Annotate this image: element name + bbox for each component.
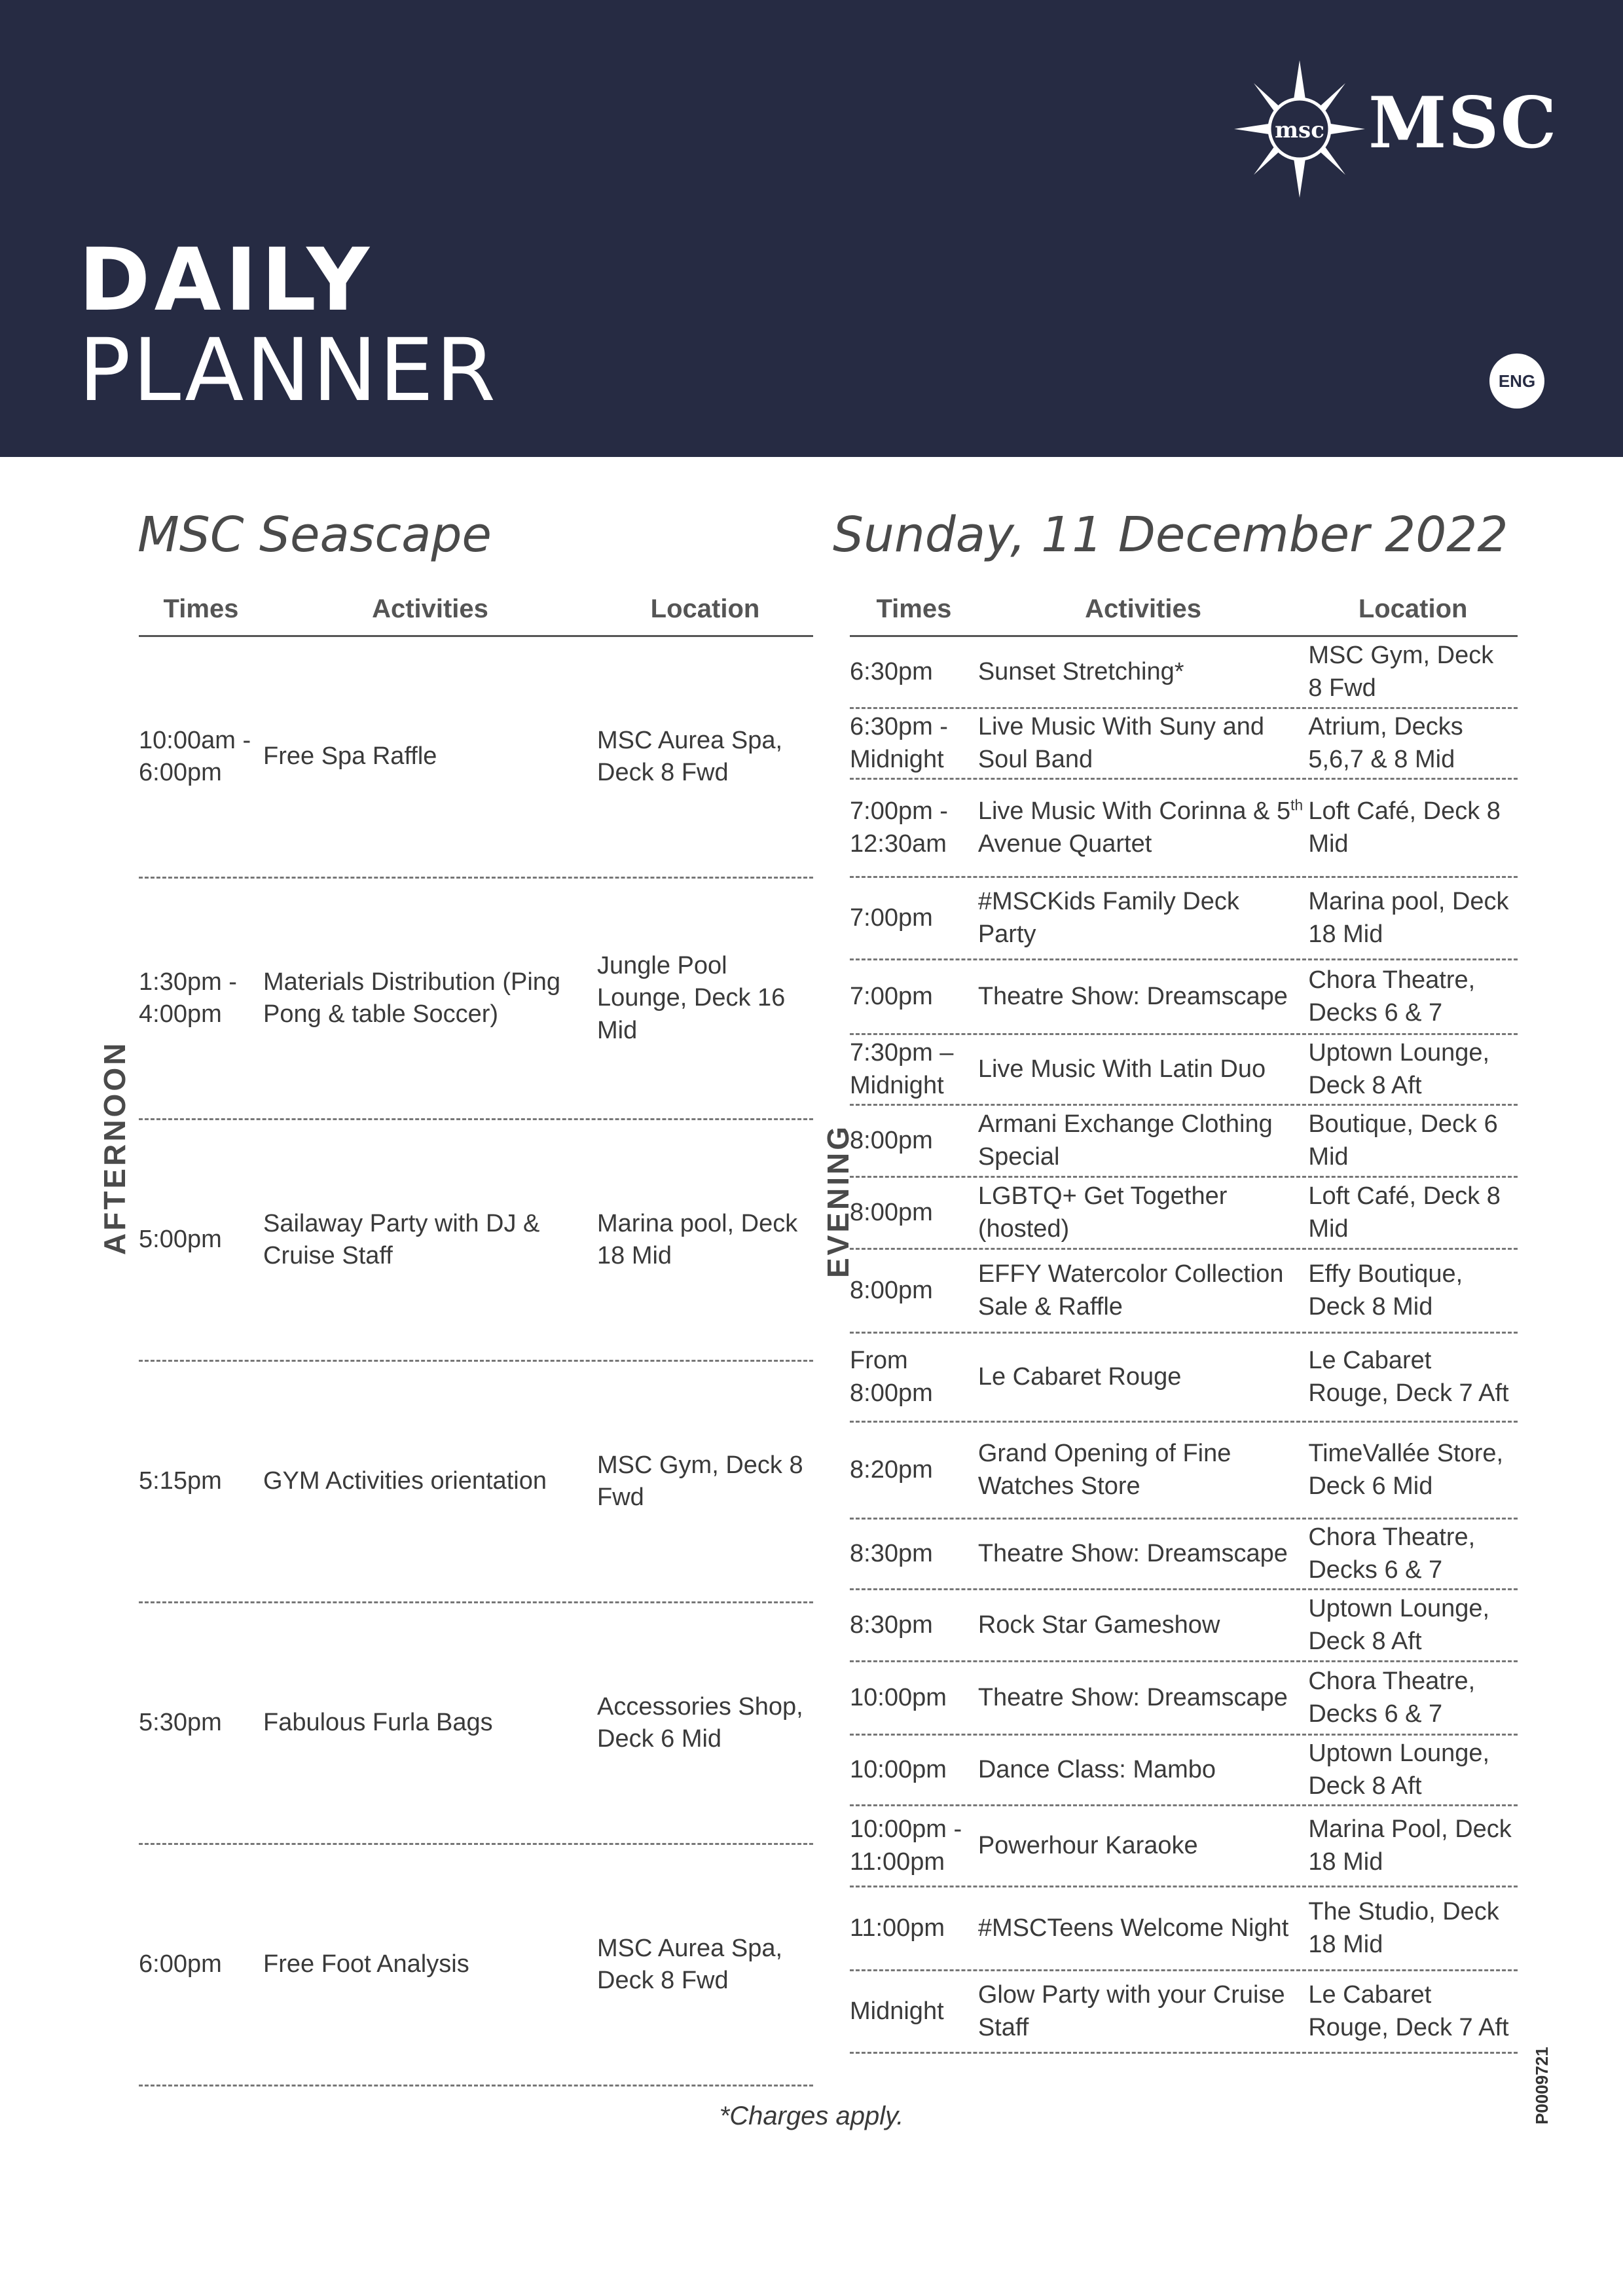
activity-location: Le Cabaret Rouge, Deck 7 Aft [1308,1347,1509,1407]
compass-rose-icon [1234,60,1365,198]
afternoon-column-headers [139,583,813,637]
activity-time: From 8:00pm [850,1347,933,1407]
activity-location: MSC Aurea Spa, Deck 8 Fwd [597,726,783,786]
activity-time: 10:00pm [850,1683,947,1711]
activity-time: 8:20pm [850,1455,933,1484]
activity-time: 10:00am - 6:00pm [139,726,251,786]
afternoon-table [139,583,813,2086]
activity-time: 5:00pm [139,1226,222,1254]
activities-header: Activities [1085,594,1201,623]
activity-location: Chora Theatre, Decks 6 & 7 [1308,1667,1476,1728]
table-row [850,1736,1518,1806]
activity-name: Le Cabaret Rouge [977,1362,1182,1391]
header-banner [0,0,1623,457]
activity-name: Dance Class: Mambo [977,1755,1216,1783]
activity-location: Loft Café, Deck 8 Mid [1308,797,1501,858]
activity-name: EFFY Watercolor Collection Sale & Raffle [977,1260,1284,1321]
evening-column-headers [850,583,1518,637]
activity-name: Live Music With Corinna & 5th Avenue Quartet [977,796,1304,858]
table-row [850,960,1518,1035]
activity-time: 7:00pm [850,903,933,932]
table-row [139,1603,813,1845]
activity-time: 7:30pm – Midnight [850,1039,954,1099]
activity-time: 6:30pm - Midnight [850,713,948,773]
activity-location: Uptown Lounge, Deck 8 Aft [1308,1595,1490,1655]
activity-location: Boutique, Deck 6 Mid [1308,1110,1498,1171]
table-row [850,637,1518,709]
activity-location: Uptown Lounge, Deck 8 Aft [1308,1039,1490,1099]
table-row [850,1423,1518,1520]
ship-name: MSC Seascape [137,507,492,563]
activity-time: 8:30pm [850,1539,933,1567]
table-row [850,1971,1518,2054]
activity-location: The Studio, Deck 18 Mid [1308,1898,1499,1958]
document-code: P0009721 [1532,2047,1552,2124]
location-header: Location [1358,594,1468,623]
table-row [850,1520,1518,1590]
activity-name: Theatre Show: Dreamscape [977,1683,1288,1711]
activity-location: MSC Gym, Deck 8 Fwd [1308,642,1494,702]
activity-location: Effy Boutique, Deck 8 Mid [1308,1260,1463,1321]
activity-name: Sunset Stretching* [977,657,1184,685]
activity-location: Marina pool, Deck 18 Mid [1308,888,1509,948]
charges-footnote: *Charges apply. [719,2102,904,2130]
activity-time: 5:30pm [139,1709,222,1737]
activity-name: Materials Distribution (Ping Pong & table Soccer) [263,968,561,1028]
table-row [850,1887,1518,1971]
table-row [850,1662,1518,1736]
activity-location: Le Cabaret Rouge, Deck 7 Aft [1308,1981,1509,2041]
activity-time: 8:30pm [850,1611,933,1639]
planner-date: Sunday, 11 December 2022 [833,507,1508,563]
activity-location: MSC Aurea Spa, Deck 8 Fwd [597,1934,783,1994]
activity-name: Theatre Show: Dreamscape [977,982,1288,1010]
table-row [850,1250,1518,1334]
afternoon-label: AFTERNOON [98,1040,132,1255]
table-row [139,637,813,879]
activity-location: Loft Café, Deck 8 Mid [1308,1182,1501,1243]
table-row [850,1035,1518,1106]
activity-name: Fabulous Furla Bags [263,1709,493,1737]
activity-name: Live Music With Latin Duo [977,1055,1266,1083]
activity-location: Chora Theatre, Decks 6 & 7 [1308,1523,1476,1584]
table-row [850,1590,1518,1662]
activity-time: 1:30pm - 4:00pm [139,968,237,1028]
activity-location: Chora Theatre, Decks 6 & 7 [1308,966,1476,1027]
activity-location: Uptown Lounge, Deck 8 Aft [1308,1740,1490,1800]
activity-location: Jungle Pool Lounge, Deck 16 Mid [597,951,786,1044]
activity-time: 11:00pm [850,1914,945,1942]
activity-name: Grand Opening of Fine Watches Store [977,1440,1231,1500]
activity-time: 5:15pm [139,1467,222,1495]
evening-label: EVENING [821,1123,855,1278]
activity-time: 10:00pm - 11:00pm [850,1815,962,1876]
activity-time: 6:30pm [850,657,933,685]
evening-table [850,583,1518,2054]
table-row [850,1334,1518,1423]
activity-location: TimeVallée Store, Deck 6 Mid [1308,1440,1504,1500]
table-row [850,1806,1518,1887]
activity-name: Glow Party with your Cruise Staff [977,1981,1285,2041]
table-row [850,878,1518,960]
table-row [139,1120,813,1362]
activities-header: Activities [372,594,488,623]
activity-time: 7:00pm [850,982,933,1010]
brand-name: MSC [1368,82,1558,164]
activity-name: LGBTQ+ Get Together (hosted) [977,1182,1228,1243]
language-badge[interactable]: ENG [1489,354,1544,409]
times-header: Times [876,594,952,623]
activity-time: 7:00pm - 12:30am [850,797,948,858]
activity-time: 8:00pm [850,1126,933,1154]
activity-location: Atrium, Decks 5,6,7 & 8 Mid [1308,713,1463,773]
activity-location: Marina pool, Deck 18 Mid [597,1209,798,1269]
table-row [850,780,1518,878]
activity-time: 6:00pm [139,1950,222,1978]
activity-location: MSC Gym, Deck 8 Fwd [597,1451,803,1511]
activity-time: Midnight [850,1997,944,2025]
activity-name: Rock Star Gameshow [977,1611,1220,1639]
table-row [139,1362,813,1603]
table-row [139,1845,813,2086]
msc-logo [1234,60,1558,198]
activity-name: #MSCKids Family Deck Party [977,888,1239,948]
table-row [850,709,1518,780]
activity-location: Accessories Shop, Deck 6 Mid [597,1692,803,1753]
times-header: Times [163,594,239,623]
activity-name: Armani Exchange Clothing Special [977,1110,1273,1171]
activity-name: GYM Activities orientation [263,1467,547,1495]
activity-name: #MSCTeens Welcome Night [977,1914,1289,1942]
page-title-line2: PLANNER [79,320,498,421]
activity-name: Sailaway Party with DJ & Cruise Staff [263,1209,540,1269]
table-row [850,1106,1518,1178]
activity-location: Marina Pool, Deck 18 Mid [1308,1815,1512,1876]
activity-name: Theatre Show: Dreamscape [977,1539,1288,1567]
activity-time: 8:00pm [850,1276,933,1304]
activity-name: Free Spa Raffle [263,742,437,771]
table-row [850,1178,1518,1250]
activity-name: Free Foot Analysis [263,1950,469,1978]
activity-name: Powerhour Karaoke [977,1831,1198,1859]
activity-name: Live Music With Suny and Soul Band [977,713,1264,773]
activity-time: 10:00pm [850,1755,947,1783]
page-title-line1: DAILY [79,230,373,331]
logo-monogram: msc [1275,117,1324,143]
location-header: Location [650,594,760,623]
activity-time: 8:00pm [850,1198,933,1226]
table-row [139,879,813,1120]
